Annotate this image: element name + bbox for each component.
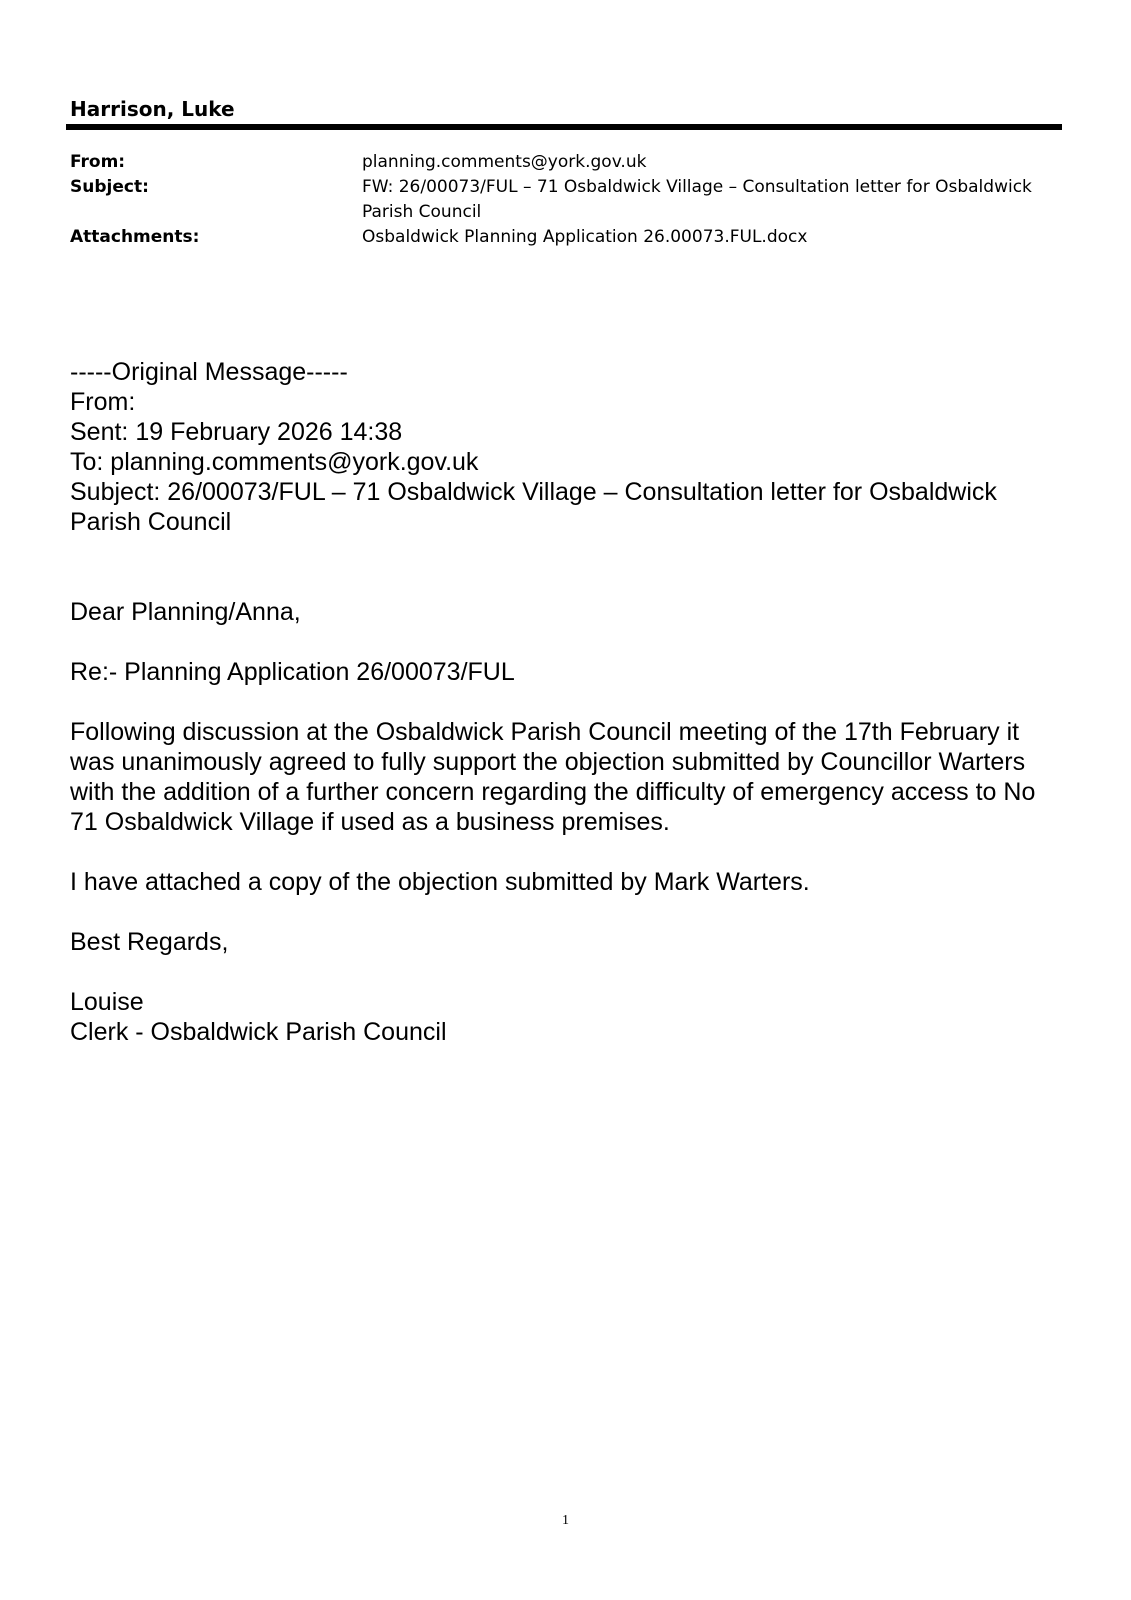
closing: Best Regards,: [70, 928, 229, 956]
subject-value: FW: 26/00073/FUL – 71 Osbaldwick Village – Consultation letter for Osbaldwick Parish Council: [362, 177, 1032, 222]
message-body: [70, 597, 1070, 1047]
email-header-block: [70, 150, 1060, 250]
original-message-block: [70, 357, 1070, 537]
subject-row: [70, 175, 1060, 225]
signature-title: Clerk - Osbaldwick Parish Council: [70, 1018, 447, 1046]
attachments-row: [70, 225, 1060, 250]
from-label: From:: [70, 152, 126, 172]
subject-label: Subject:: [70, 177, 149, 197]
body-paragraph-1: Following discussion at the Osbaldwick Parish Council meeting of the 17th February it was unanimously agreed to fully support the objection submitted by Councillor Warters with the addition of a further concern regarding the difficulty of emergency access to No 71 Osbaldwick Village if used as a business premises.: [70, 718, 1036, 836]
original-subject: Subject: 26/00073/FUL – 71 Osbaldwick Village – Consultation letter for Osbaldwick Parish Council: [70, 478, 997, 536]
attachments-value: Osbaldwick Planning Application 26.00073.FUL.docx: [362, 227, 808, 247]
re-line: Re:- Planning Application 26/00073/FUL: [70, 658, 515, 686]
from-row: [70, 150, 1060, 175]
body-paragraph-2: I have attached a copy of the objection submitted by Mark Warters.: [70, 868, 810, 896]
header-divider: [66, 124, 1062, 130]
original-message-separator: -----Original Message-----: [70, 358, 348, 386]
from-value: planning.comments@york.gov.uk: [362, 152, 647, 172]
original-sent: Sent: 19 February 2026 14:38: [70, 418, 403, 446]
original-from: From:: [70, 388, 136, 416]
attachments-label: Attachments:: [70, 227, 200, 247]
page-number: 1: [562, 1513, 569, 1528]
mailbox-owner-name: Harrison, Luke: [70, 97, 235, 121]
signature-name: Louise: [70, 988, 144, 1016]
greeting: Dear Planning/Anna,: [70, 598, 301, 626]
original-to: To: planning.comments@york.gov.uk: [70, 448, 479, 476]
signature-block: [70, 987, 1070, 1047]
